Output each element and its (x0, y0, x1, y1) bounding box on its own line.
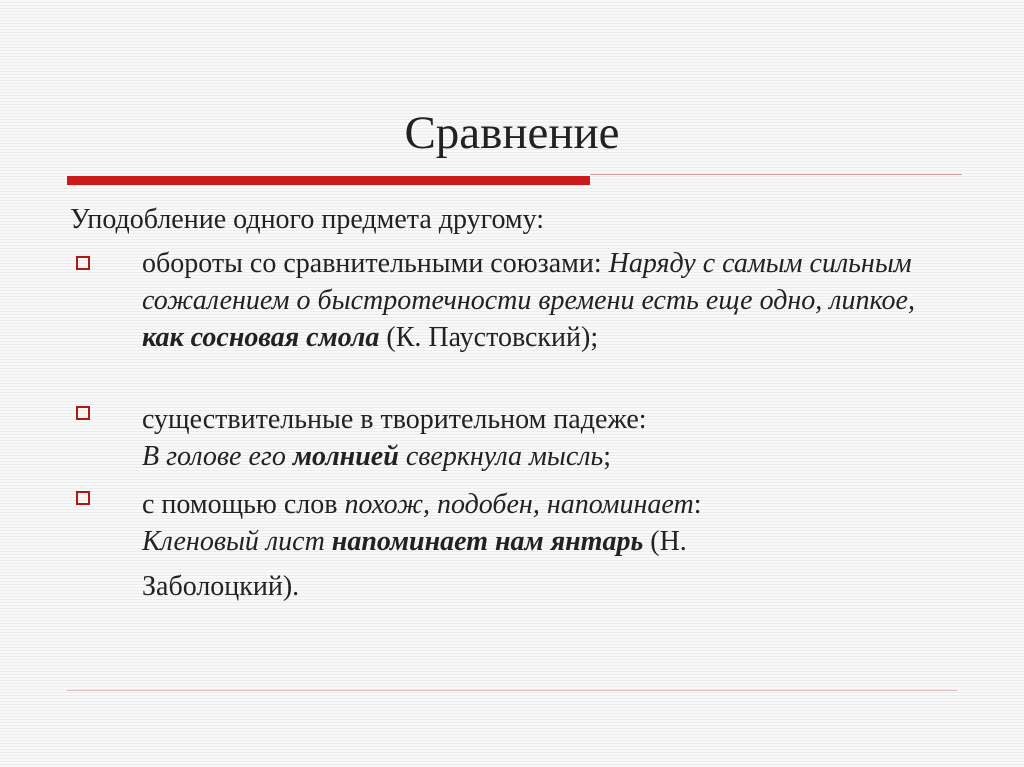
item-colon: : (693, 489, 702, 520)
example-text: Наряду с самым сильным сожалением о быстротечности времени есть еще одно, липкое, (142, 248, 915, 316)
title-underline-thin (590, 174, 962, 175)
item-tail: (Н. (643, 526, 687, 557)
item-lead: с помощью слов (142, 489, 345, 520)
list-item (142, 401, 922, 475)
slide-title: Сравнение (404, 107, 620, 159)
list-item (142, 486, 922, 605)
square-bullet-icon (76, 406, 90, 420)
title-underline-thick (67, 176, 590, 185)
keyword-list: похож, подобен, напоминает (344, 489, 694, 520)
item-lead: обороты со сравнительными союзами: (142, 248, 609, 279)
example-text: В голове его (142, 441, 293, 472)
intro-text: Уподобление одного предмета другому: (70, 204, 545, 235)
example-text: Кленовый лист (142, 526, 332, 557)
item-lead: существительные в творительном падеже: (142, 404, 647, 435)
example-text-end: сверкнула мысль (398, 441, 604, 472)
example-highlight: как сосновая смола (142, 322, 380, 353)
square-bullet-icon (76, 256, 90, 270)
item-tail: ; (603, 441, 612, 472)
square-bullet-icon (76, 491, 90, 505)
list-item (142, 245, 922, 356)
example-highlight: молнией (292, 441, 399, 472)
footer-rule (67, 690, 957, 691)
item-tail: (К. Паустовский); (379, 322, 599, 353)
item-tail-author: Заболоцкий). (142, 571, 300, 602)
example-highlight: напоминает нам янтарь (331, 526, 644, 557)
